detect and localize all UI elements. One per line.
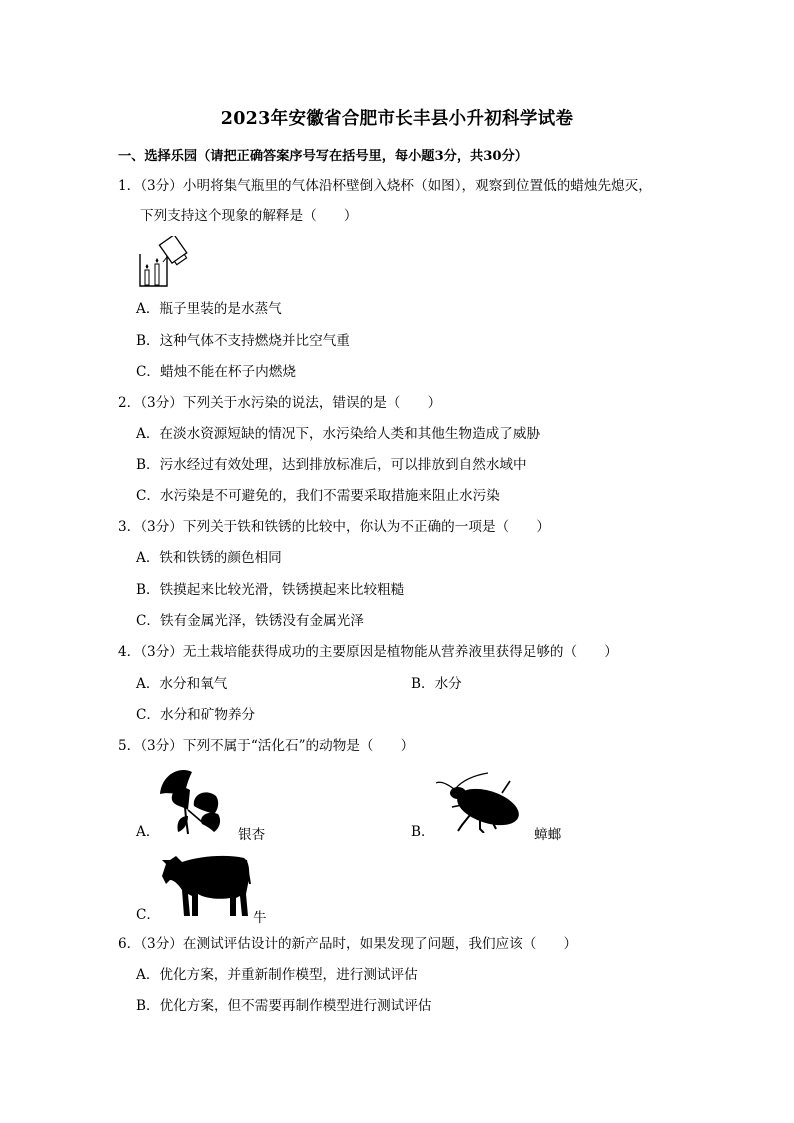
q4-option-b: B．水分 [411,676,462,692]
question-1 [118,177,652,195]
question-text: （3分）下列关于水污染的说法，错误的是（ ） [140,395,442,411]
question-4 [118,643,618,661]
question-number: 4． [118,644,141,660]
q2-option-b: B．污水经过有效处理，达到排放标准后，可以排放到自然水域中 [136,457,527,473]
cockroach-icon [436,771,526,833]
q3-option-c: C．铁有金属光泽，铁锈没有金属光泽 [136,613,364,629]
q1-option-b: B．这种气体不支持燃烧并比空气重 [136,333,350,349]
page-title: 2023年安徽省合肥市长丰县小升初科学试卷 [220,109,574,129]
question-text: （3分）无土栽培能获得成功的主要原因是植物能从营养液里获得足够的（ ） [140,644,618,660]
q5-option-a-name: 银杏 [238,827,266,843]
question-number: 1． [118,178,141,194]
question-number: 2． [118,395,141,411]
q4-option-a: A．水分和氧气 [136,676,228,692]
q3-option-b: B．铁摸起来比较光滑，铁锈摸起来比较粗糙 [136,582,405,598]
q5-option-b: B． [411,824,435,840]
question-6 [118,935,577,953]
q2-option-c: C．水污染是不可避免的，我们不需要采取措施来阻止水污染 [136,488,500,504]
q6-option-b: B．优化方案，但不需要再制作模型进行测试评估 [136,998,432,1014]
question-1-continuation: 下列支持这个现象的解释是（ ） [140,208,358,224]
section-heading: 一、选择乐园（请把正确答案序号写在括号里，每小题3分，共30分） [118,149,528,164]
question-text: （3分）下列关于铁和铁锈的比较中，你认为不正确的一项是（ ） [140,519,550,535]
question-text: （3分）在测试评估设计的新产品时，如果发现了问题，我们应该（ ） [140,936,578,952]
q6-option-a: A．优化方案，并重新制作模型，进行测试评估 [136,967,418,983]
q2-option-a: A．在淡水资源短缺的情况下，水污染给人类和其他生物造成了威胁 [136,426,541,442]
gas-pouring-diagram-icon [137,236,195,288]
question-text: （3分）小明将集气瓶里的气体沿杯壁倒入烧杯（如图），观察到位置低的蜡烛先熄灭， [140,178,652,194]
question-number: 6． [118,936,141,952]
q5-option-c-name: 牛 [253,910,267,926]
question-number: 5． [118,738,141,754]
q5-option-b-name: 蟑螂 [534,827,562,843]
q1-option-a: A．瓶子里装的是水蒸气 [136,301,282,317]
question-text: （3分）下列不属于“活化石”的动物是（ ） [140,738,415,754]
question-number: 3． [118,519,141,535]
q5-option-c: C． [136,907,160,923]
question-5 [118,737,414,755]
question-3 [118,518,550,536]
q5-option-a: A． [136,824,160,840]
cow-icon [160,850,252,920]
ginkgo-leaf-icon [158,766,230,836]
question-2 [118,394,441,412]
q4-option-c: C．水分和矿物养分 [136,707,256,723]
q3-option-a: A．铁和铁锈的颜色相同 [136,550,282,566]
q1-option-c: C．蜡烛不能在杯子内燃烧 [136,364,296,380]
